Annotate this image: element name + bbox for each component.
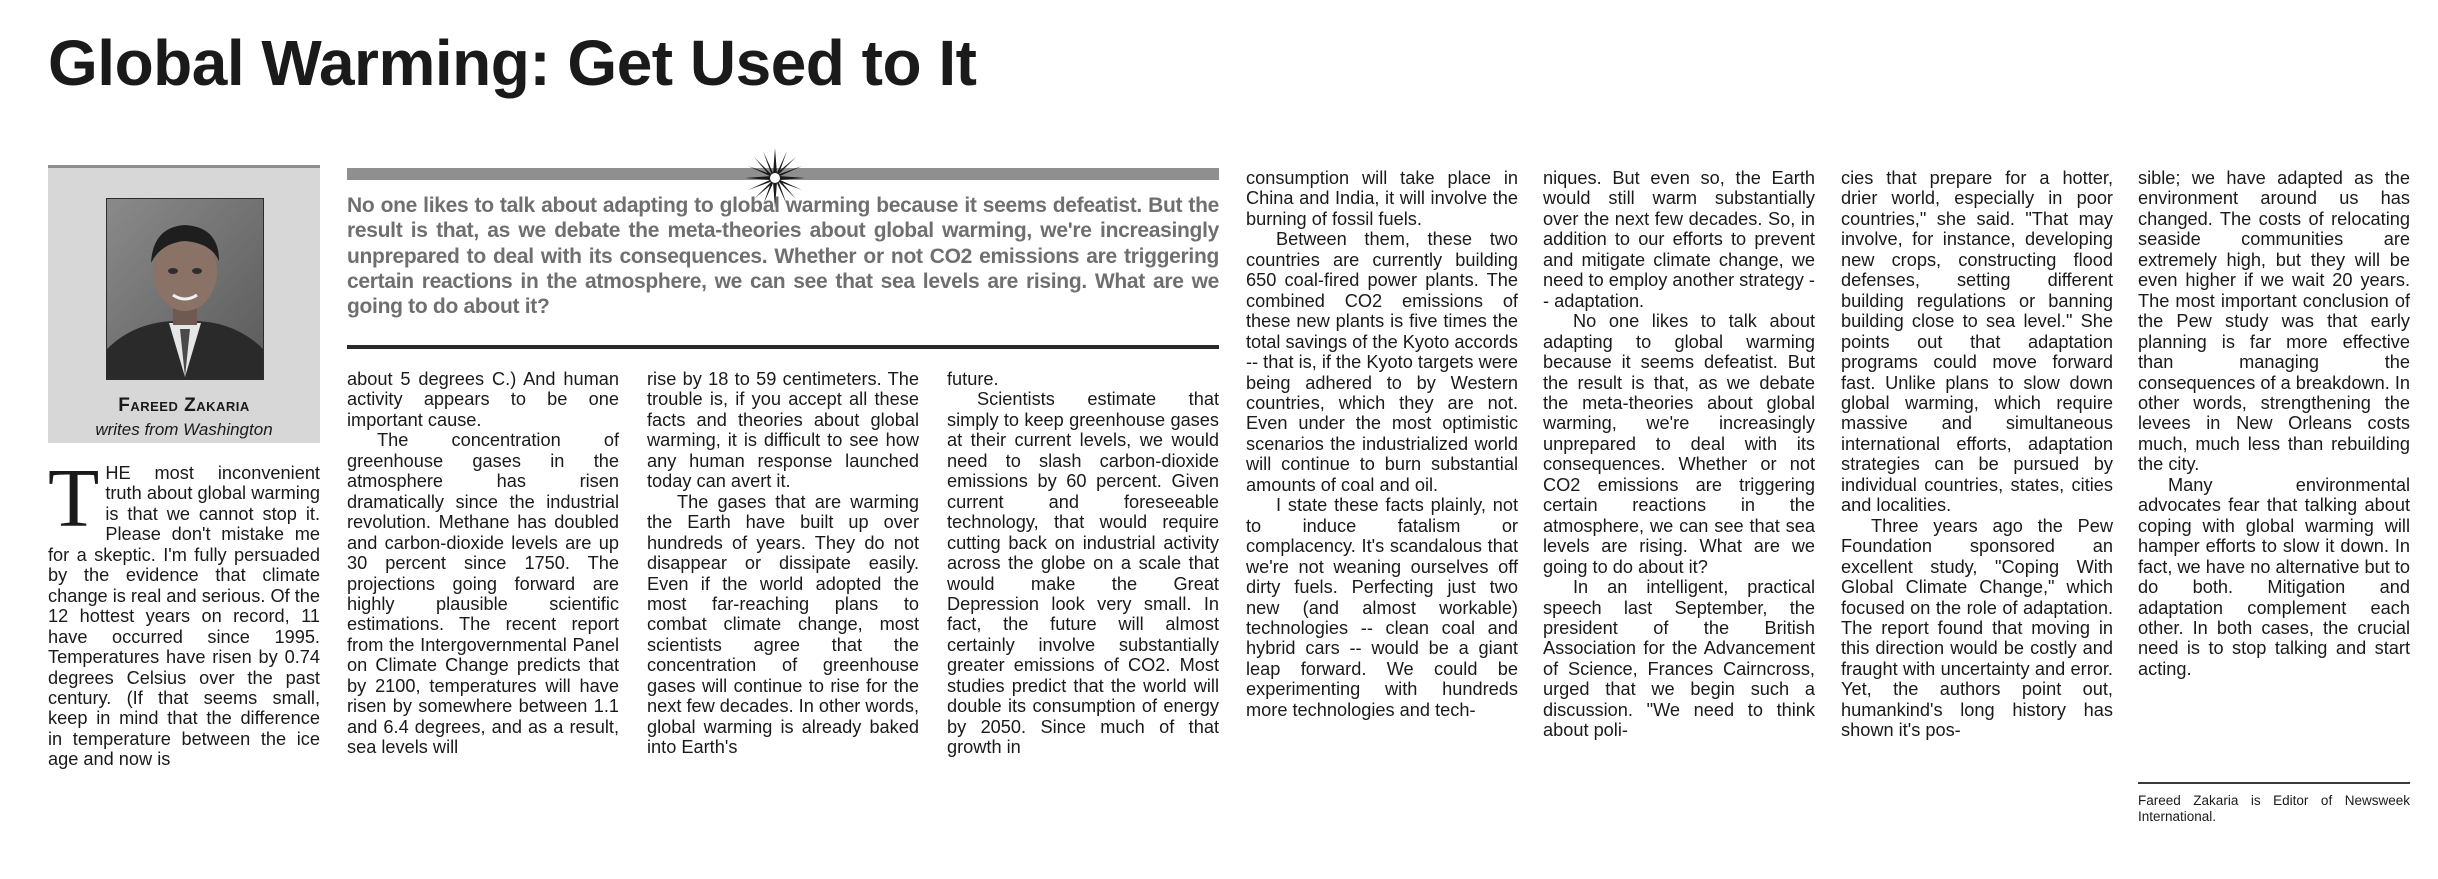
column-paragraph: No one likes to talk about adapting to global warming because it seems defeatist. But the result is that, as we debate the meta-theories about global warming, we're increasingly unprepared to deal with its consequences. Whether or not CO2 emissions are triggering certain reactions in the atmosphere, we can see that sea levels are rising. What are we going to do about it? <box>1543 311 1815 577</box>
column-paragraph: rise by 18 to 59 centimeters. The trouble is, if you accept all these facts and theories about global warming, it is difficult to see how any human response launched today can avert it. <box>647 369 919 492</box>
author-name: Fareed Zakaria <box>118 395 250 416</box>
column-paragraph: HE most inconvenient truth about global warming is that we cannot stop it. Please don't mistake me for a skeptic. I'm fully persuaded by the evidence that climate change is real and serious. Of the 12 hottest years on record, 11 have occurred since 1995. Temperatures have risen by 0.74 degrees Celsius over the past century. (If that seems small, keep in mind that the difference in temperature between the ice age and now is <box>48 463 320 770</box>
pull-quote-text: No one likes to talk about adapting to global warming because it seems defeatist. But the result is that, as we debate the meta-theories about global warming, we're increasingly unprepared to deal with its consequences. Whether or not CO2 emissions are triggering certain reactions in the atmosphere, we can see that sea levels are rising. What are we going to do about it? <box>347 194 1219 319</box>
column-paragraph: niques. But even so, the Earth would still warm substantially over the next few decades. So, in addition to our efforts to prevent and mitigate climate change, we need to employ another strategy -- adaptation. <box>1543 168 1815 311</box>
column-paragraph: The gases that are warming the Earth have built up over hundreds of years. They do not disappear or dissipate easily. Even if the world adopted the most far-reaching plans to combat climate change, most scientists agree that the concentration of greenhouse gases will continue to rise for the next few decades. In other words, global warming is already baked into Earth's <box>647 491 919 758</box>
column-paragraph: The concentration of greenhouse gases in the atmosphere has risen dramatically since the industrial revolution. Methane has doubled and carbon-dioxide levels are up 30 percent since 1750. The projections going forward are highly plausible scientific estimations. The recent report from the Intergovernmental Panel on Climate Change predicts that by 2100, temperatures will have risen by somewhere between 1.1 and 6.4 degrees, and as a result, sea levels will <box>347 430 619 758</box>
column-paragraph: I state these facts plainly, not to induce fatalism or complacency. It's scandalous that we're not weaning ourselves off dirty fuels. Perfecting just two new (and almost workable) technologies -- clean coal and hybrid cars -- would be a giant leap forward. We could be experimenting with hundreds more technologies and tech- <box>1246 495 1518 720</box>
drop-cap: T <box>48 452 100 545</box>
column-paragraph: consumption will take place in China and India, it will involve the burning of fossil fuels. <box>1246 168 1518 229</box>
article-column-1 <box>48 452 320 770</box>
column-paragraph: In an intelligent, practical speech last September, the president of the British Association for the Advancement of Science, Frances Cairncross, urged that we begin such a discussion. "We need to think about poli- <box>1543 577 1815 741</box>
article-column-3 <box>647 369 919 758</box>
column-paragraph: about 5 degrees C.) And human activity appears to be one important cause. <box>347 369 619 430</box>
pull-quote-bottom-rule <box>347 345 1219 349</box>
headline: Global Warming: Get Used to It <box>48 27 977 99</box>
article-column-4 <box>947 369 1219 758</box>
column-paragraph: Three years ago the Pew Foundation sponsored an excellent study, "Coping With Global Climate Change," which focused on the role of adaptation. The report found that moving in this direction would be costly and fraught with uncertainty and error. Yet, the authors point out, humankind's long history has shown it's pos- <box>1841 515 2113 741</box>
column-paragraph: Scientists estimate that simply to keep greenhouse gases at their current levels, we would need to slash carbon-dioxide emissions by 60 percent. Given current and foreseeable technology, that would require cutting back on industrial activity across the globe on a scale that would make the Great Depression look very small. In fact, the future will almost certainly involve substantially greater emissions of CO2. Most studies predict that the world will double its consumption of energy by 2050. Since much of that growth in <box>947 389 1219 758</box>
column-paragraph: sible; we have adapted as the environment around us has changed. The costs of relocating seaside communities are extremely high, but they will be even higher if we wait 20 years. The most important conclusion of the Pew study was that early planning is far more effective than managing the consequences of a breakdown. In other words, strengthening the levees in New Orleans costs much, much less than rebuilding the city. <box>2138 168 2410 475</box>
column-paragraph: cies that prepare for a hotter, drier world, especially in poor countries," she said. "That may involve, for instance, developing new crops, constructing flood defenses, setting different building regulations or banning building close to sea level." She points out that adaptation programs could move forward fast. Unlike plans to slow down global warming, which require massive and simultaneous international efforts, adaptation strategies can be pursued by individual countries, states, cities and localities. <box>1841 168 2113 516</box>
byline-box <box>48 165 320 443</box>
article-column-8 <box>2138 168 2410 679</box>
author-signoff: Fareed Zakaria is Editor of Newsweek International. <box>2138 793 2410 824</box>
article-column-2 <box>347 369 619 758</box>
column-paragraph: Between them, these two countries are currently building 650 coal-fired power plants. The combined CO2 emissions of these new plants is five times the total savings of the Kyoto accords -- that is, if the Kyoto targets were being adhered to by Western countries, which they are not. Even under the most optimistic scenarios the industrialized world will continue to burn substantial amounts of coal and oil. <box>1246 229 1518 495</box>
column-paragraph: future. <box>947 369 999 389</box>
article-column-7 <box>1841 168 2113 741</box>
column-paragraph: Many environmental advocates fear that talking about coping with global warming will hamper efforts to slow it down. In fact, we have no alternative but to do both. Mitigation and adaptation complement each other. In both cases, the crucial need is to stop talking and start acting. <box>2138 474 2410 679</box>
author-location: writes from Washington <box>95 420 273 439</box>
author-photo <box>106 198 264 380</box>
article-column-5 <box>1246 168 1518 720</box>
signoff-rule <box>2138 782 2410 784</box>
author-portrait-image <box>107 199 263 379</box>
article-column-6 <box>1543 168 1815 741</box>
